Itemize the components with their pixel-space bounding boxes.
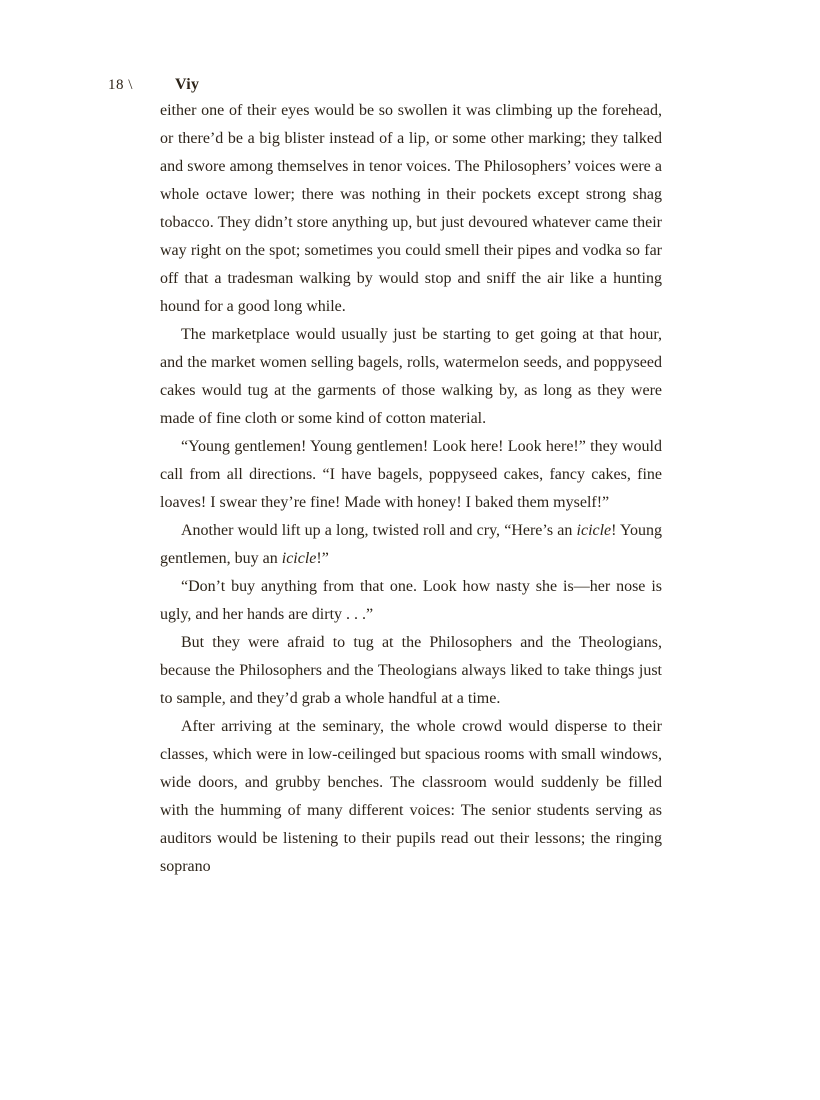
paragraph-text: But they were afraid to tug at the Philosophers and the Theologians, because the Philosophers and the Theologians always liked to take things just to sample, and they’d grab a whole handful at a time. <box>160 634 662 707</box>
paragraph <box>160 573 662 629</box>
running-title: Viy <box>175 76 200 93</box>
paragraph-text: either one of their eyes would be so swollen it was climbing up the forehead, or there’d be a big blister instead of a lip, or some other marking; they talked and swore among themselves in tenor voices. The Philosophers’ voices were a whole octave lower; there was nothing in their pockets except strong shag tobacco. They didn’t store anything up, but just devoured whatever came their way right on the spot; sometimes you could smell their pipes and vodka so far off that a tradesman walking by would stop and sniff the air like a hunting hound for a good long while. <box>160 102 662 315</box>
paragraph-text: “Young gentlemen! Young gentlemen! Look here! Look here!” they would call from all directions. “I have bagels, poppyseed cakes, fancy cakes, fine loaves! I swear they’re fine! Made with honey! I baked them myself!” <box>160 438 662 511</box>
paragraph-text: ! Young gentlemen, buy an <box>160 522 663 567</box>
italic-text: icicle <box>281 550 317 567</box>
paragraph <box>160 321 662 433</box>
paragraph <box>160 517 662 573</box>
paragraph <box>160 97 662 321</box>
paragraph <box>160 713 662 881</box>
body-text <box>160 97 662 881</box>
paragraph <box>160 433 662 517</box>
italic-text: icicle <box>576 522 612 539</box>
paragraph-text: !” <box>316 550 329 567</box>
paragraph <box>160 629 662 713</box>
paragraph-text: “Don’t buy anything from that one. Look how nasty she is—her nose is ugly, and her hands are dirty . . .” <box>160 578 662 623</box>
page-number: 18 \ <box>108 77 133 93</box>
paragraph-text: After arriving at the seminary, the whole crowd would disperse to their classes, which were in low-ceilinged but spacious rooms with small windows, wide doors, and grubby benches. The classroom would suddenly be filled with the humming of many different voices: The senior students serving as auditors would be listening to their pupils read out their lessons; the ringing soprano <box>160 718 662 875</box>
paragraph-text: The marketplace would usually just be starting to get going at that hour, and the market women selling bagels, rolls, watermelon seeds, and poppyseed cakes would tug at the garments of those walking by, as long as they were made of fine cloth or some kind of cotton material. <box>160 326 662 427</box>
paragraph-text: Another would lift up a long, twisted roll and cry, “Here’s an <box>181 522 577 539</box>
